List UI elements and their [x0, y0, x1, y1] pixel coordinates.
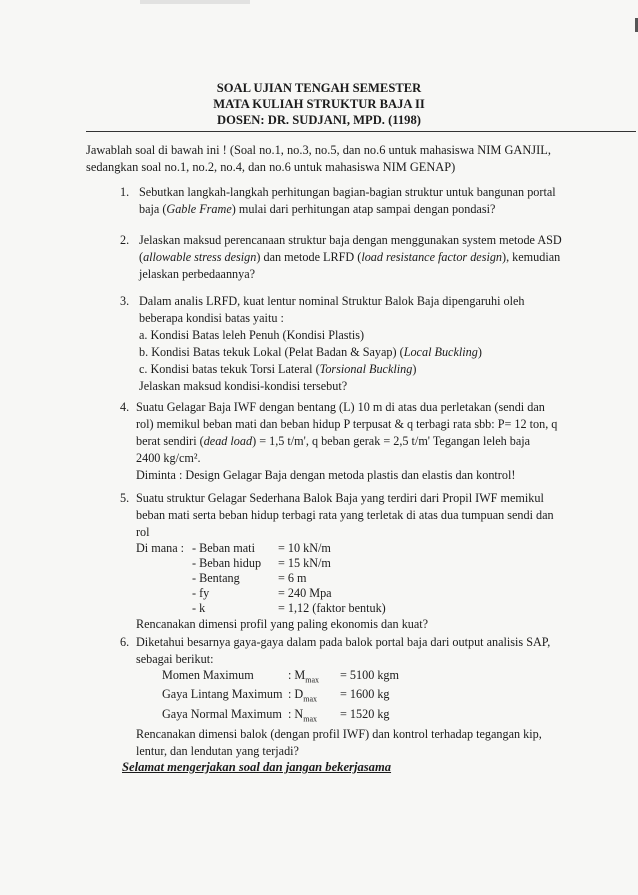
- given-row: [136, 556, 386, 571]
- question-line: lentur, dan lendutan yang terjadi?: [136, 744, 299, 759]
- question-number: 4.: [120, 400, 130, 414]
- header-course: MATA KULIAH STRUKTUR BAJA II: [213, 97, 425, 111]
- given-label: - Bentang: [192, 571, 240, 585]
- given-values-table: [136, 541, 386, 616]
- question-line: a. Kondisi Batas leleh Penuh (Kondisi Plastis): [139, 328, 365, 342]
- question-line: b. Kondisi Batas tekuk Lokal (Pelat Badan & Sayap) (Local Buckling): [139, 345, 482, 359]
- force-row: [162, 707, 399, 726]
- question-text: [136, 490, 554, 633]
- question-line: 2400 kg/cm².: [136, 451, 201, 465]
- closing-note: Selamat mengerjakan soal dan jangan bekerjasama: [122, 760, 392, 774]
- question-line: Suatu struktur Gelagar Sederhana Balok Baja yang terdiri dari Propil IWF memikul: [136, 491, 544, 505]
- instructions-line-2: sedangkan soal no.1, no.2, no.4, dan no.6 untuk mahasiswa NIM GENAP): [86, 160, 456, 174]
- question-number: 3.: [120, 294, 130, 308]
- question-text: [139, 293, 525, 395]
- force-symbol: : $N_{max}$: [288, 706, 318, 724]
- question-line: Rencanakan dimensi profil yang paling ekonomis dan kuat?: [136, 617, 429, 631]
- exam-header: [0, 80, 638, 128]
- question-number: 5.: [120, 491, 130, 505]
- scan-artifact: [140, 0, 250, 4]
- given-value: = 10 kN/m: [278, 541, 331, 555]
- question-line: rol) memikul beban mati dan beban hidup P terpusat & q terbagi rata sbb: P= 12 ton, q: [136, 417, 558, 431]
- question-line: Diminta : Design Gelagar Baja dengan metoda plastis dan elastis dan kontrol!: [136, 468, 516, 482]
- given-value: = 15 kN/m: [278, 556, 331, 570]
- force-row: [162, 668, 399, 687]
- given-row: [136, 571, 386, 586]
- given-row: [136, 541, 386, 556]
- header-lecturer: DOSEN: DR. SUDJANI, MPD. (1198): [217, 113, 421, 127]
- force-value: = 1520 kg: [340, 706, 390, 721]
- question-line: rol: [136, 525, 150, 539]
- internal-forces-table: [162, 668, 399, 726]
- question-line: sebagai berikut:: [136, 652, 214, 666]
- question-line: Jelaskan maksud perencanaan struktur baja dengan menggunakan system metode ASD: [139, 233, 562, 247]
- question-line: beberapa kondisi batas yaitu :: [139, 311, 284, 325]
- question-text: [136, 399, 557, 484]
- question-line: Rencanakan dimensi balok (dengan profil IWF) dan kontrol terhadap tegangan kip,: [136, 727, 542, 742]
- question-line: Dalam analis LRFD, kuat lentur nominal Struktur Balok Baja dipengaruhi oleh: [139, 294, 525, 308]
- question-text: [136, 634, 550, 760]
- question-text: [139, 232, 562, 283]
- given-label: - Beban hidup: [192, 556, 262, 570]
- given-row: [136, 601, 386, 616]
- given-row: [136, 586, 386, 601]
- question-text: [139, 184, 556, 218]
- given-intro-label: Di mana :: [136, 541, 185, 555]
- question-line: Jelaskan maksud kondisi-kondisi tersebut?: [139, 379, 348, 393]
- force-symbol: : $M_{max}$: [288, 668, 320, 685]
- given-label: - Beban mati: [192, 541, 255, 555]
- given-label: - k: [192, 601, 206, 615]
- question-line: berat sendiri (dead load) = 1,5 t/m', q beban gerak = 2,5 t/m' Tegangan leleh baja: [136, 434, 531, 448]
- given-value: = 1,12 (faktor bentuk): [278, 601, 386, 615]
- force-symbol: : $D_{max}$: [288, 687, 318, 704]
- force-label: Gaya Normal Maximum: [162, 706, 282, 721]
- question-line: Diketahui besarnya gaya-gaya dalam pada balok portal baja dari output analisis SAP,: [136, 635, 551, 649]
- force-label: Momen Maximum: [162, 668, 254, 682]
- question-line: beban mati serta beban hidup terbagi rata yang terletak di atas dua tumpuan sendi dan: [136, 508, 554, 522]
- given-value: = 6 m: [278, 571, 307, 585]
- header-divider: [86, 131, 636, 132]
- question-line: Sebutkan langkah-langkah perhitungan bagian-bagian struktur untuk bangunan portal: [139, 185, 556, 199]
- question-line: Suatu Gelagar Baja IWF dengan bentang (L) 10 m di atas dua perletakan (sendi dan: [136, 400, 545, 414]
- question-number: 6.: [120, 635, 130, 649]
- question-line: c. Kondisi batas tekuk Torsi Lateral (Torsional Buckling): [139, 362, 417, 376]
- force-label: Gaya Lintang Maximum: [162, 687, 283, 702]
- question-number: 2.: [120, 233, 130, 247]
- question-line: jelaskan perbedaannya?: [139, 267, 256, 281]
- force-value: = 5100 kgm: [340, 668, 400, 682]
- given-value: = 240 Mpa: [278, 586, 332, 600]
- instructions-line-1: Jawablah soal di bawah ini ! (Soal no.1, no.3, no.5, dan no.6 untuk mahasiswa NIM GANJIL,: [86, 143, 551, 157]
- given-label: - fy: [192, 586, 210, 600]
- question-number: 1.: [120, 185, 130, 199]
- question-line: baja (Gable Frame) mulai dari perhitungan atap sampai dengan pondasi?: [139, 202, 496, 216]
- header-title: SOAL UJIAN TENGAH SEMESTER: [216, 81, 422, 95]
- question-line: (allowable stress design) dan metode LRFD (load resistance factor design), kemudian: [139, 250, 561, 264]
- force-row: [162, 687, 399, 706]
- force-value: = 1600 kg: [340, 687, 390, 702]
- instructions: [86, 142, 626, 176]
